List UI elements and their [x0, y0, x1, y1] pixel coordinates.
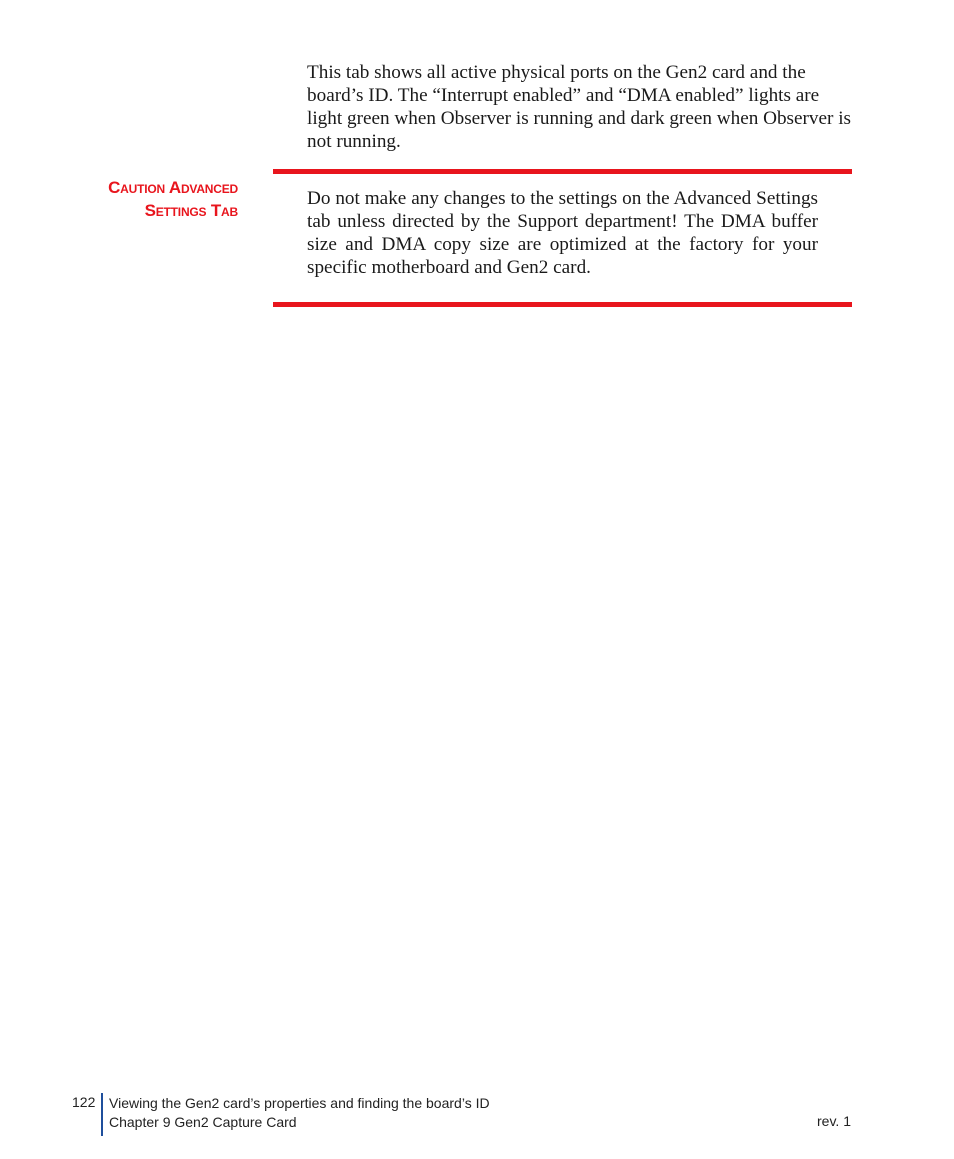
caution-top-rule	[273, 169, 852, 174]
footer-chapter-title: Chapter 9 Gen2 Capture Card	[109, 1114, 297, 1130]
caution-heading-line1: Caution Advanced	[108, 178, 238, 197]
footer-running-head	[109, 1094, 490, 1132]
footer-section-title: Viewing the Gen2 card’s properties and finding the board’s ID	[109, 1095, 490, 1111]
caution-heading	[18, 176, 238, 222]
caution-text: Do not make any changes to the settings on the Advanced Settings tab unless directed by the Support department! The DMA buffer size and DMA copy size are optimized at the factory for your specific motherboard and Gen2 card.	[307, 188, 818, 278]
footer-revision: rev. 1	[817, 1113, 851, 1129]
caution-heading-line2: Settings Tab	[144, 201, 238, 220]
footer-divider	[101, 1093, 103, 1136]
intro-paragraph: This tab shows all active physical ports on the Gen2 card and the board’s ID. The “Interrupt enabled” and “DMA enabled” lights are light green when Observer is running and dark green when Observer is not running.	[307, 62, 852, 152]
page-number: 122	[72, 1094, 96, 1110]
caution-bottom-rule	[273, 302, 852, 307]
